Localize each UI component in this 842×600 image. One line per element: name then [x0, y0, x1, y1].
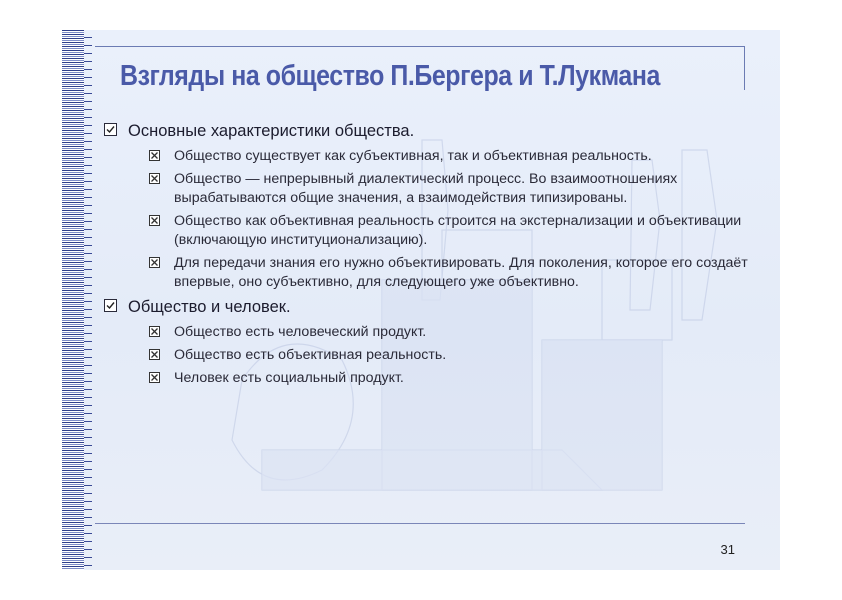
checkbox-x-icon: [149, 257, 160, 268]
list-item: [104, 346, 754, 365]
list-item-text: Общество — непрерывный диалектический процесс. Во взаимоотношениях вырабатываются общие значения, а взаимодействия типизированы.: [174, 171, 678, 206]
list-item: [104, 170, 754, 208]
list-item-text: Человек есть социальный продукт.: [174, 370, 404, 386]
checkbox-x-icon: [149, 173, 160, 184]
footer-rule: [95, 523, 745, 524]
list-item-text: Общество существует как субъективная, так и объективная реальность.: [174, 148, 652, 164]
section-heading-text: Основные характеристики общества.: [128, 122, 415, 140]
left-tick-marks: [84, 30, 92, 570]
checkbox-checked-icon: [104, 123, 117, 136]
checkbox-x-icon: [149, 326, 160, 337]
list-item: [104, 212, 754, 250]
list-item-text: Общество есть человеческий продукт.: [174, 324, 427, 340]
page-number: 31: [720, 542, 735, 557]
slide-content: [104, 120, 754, 392]
list-item-text: Общество как объективная реальность строится на экстернализации и объективации (включающую институционализацию).: [174, 213, 742, 248]
section-heading: [104, 120, 754, 142]
checkbox-x-icon: [149, 349, 160, 360]
checkbox-x-icon: [149, 372, 160, 383]
list-item: [104, 147, 754, 166]
list-item-text: Общество есть объективная реальность.: [174, 347, 447, 363]
title-right-rule: [744, 46, 745, 90]
list-item: [104, 323, 754, 342]
section-heading-text: Общество и человек.: [128, 298, 291, 316]
section-heading: [104, 296, 754, 318]
title-top-rule: [95, 46, 745, 47]
checkbox-checked-icon: [104, 299, 117, 312]
list-item: [104, 254, 754, 292]
left-decorative-stripe: [62, 30, 84, 570]
checkbox-x-icon: [149, 215, 160, 226]
list-item-text: Для передачи знания его нужно объективировать. Для поколения, которое его создаёт впервые, оно субъективно, для следующего уже объективно.: [174, 255, 748, 290]
list-item: [104, 369, 754, 388]
slide-title: Взгляды на общество П.Бергера и Т.Лукмана: [120, 60, 660, 92]
checkbox-x-icon: [149, 150, 160, 161]
